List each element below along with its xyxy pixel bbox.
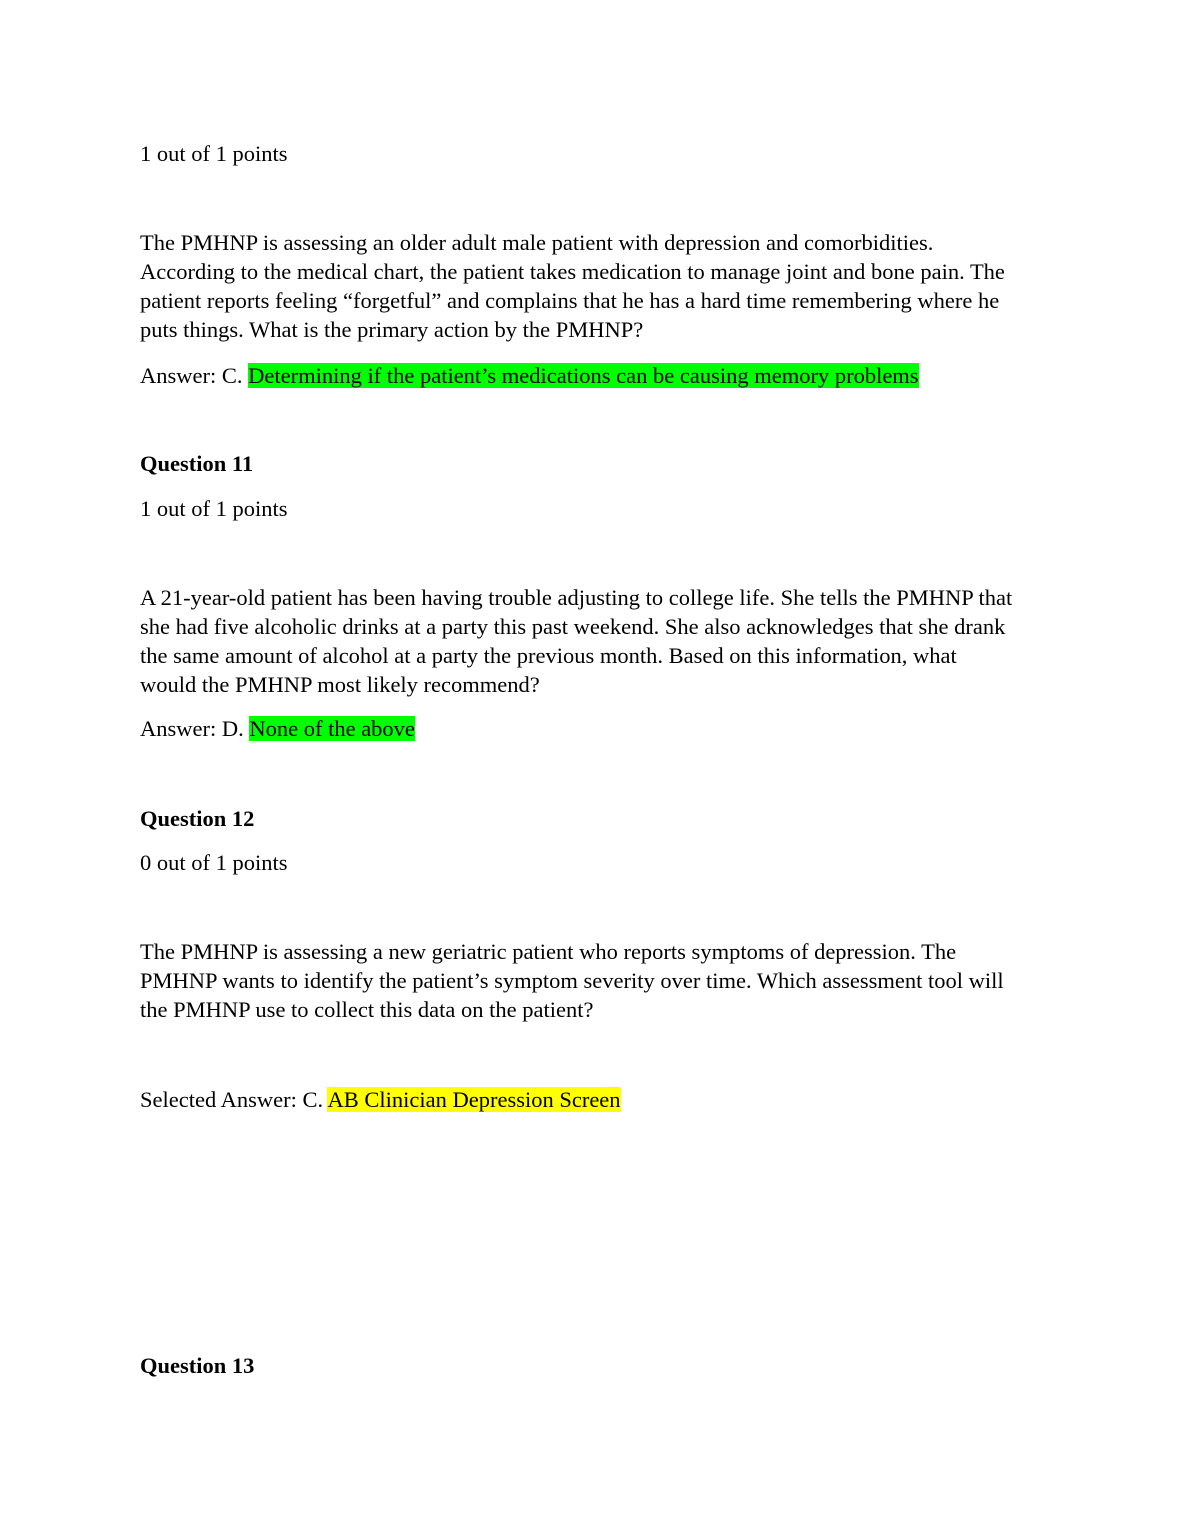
q12-points: 0 out of 1 points [140,850,288,875]
q11-answer [140,714,415,743]
q12-answer [140,1085,621,1114]
q10-stem-line: patient reports feeling “forgetful” and complains that he has a hard time remembering where he [140,288,1000,313]
q11-answer-prefix: Answer: D. [140,716,250,741]
q10-points: 1 out of 1 points [140,141,288,166]
q11-stem-line: she had five alcoholic drinks at a party this past weekend. She also acknowledges that she drank [140,614,1006,639]
q12-stem-line: The PMHNP is assessing a new geriatric patient who reports symptoms of depression. The [140,939,957,964]
q10-stem-line: puts things. What is the primary action by the PMHNP? [140,317,644,342]
q10-answer-highlight: Determining if the patient’s medications can be causing memory problems [248,363,919,388]
q11-stem-line: the same amount of alcohol at a party the previous month. Based on this information, what [140,643,957,668]
q11-stem-line: A 21-year-old patient has been having trouble adjusting to college life. She tells the PMHNP that [140,585,1013,610]
q12-answer-highlight: AB Clinician Depression Screen [327,1087,621,1112]
q11-stem-line: would the PMHNP most likely recommend? [140,672,540,697]
q13-title: Question 13 [140,1353,255,1378]
q11-stem [140,583,1012,699]
q10-answer-prefix: Answer: C. [140,363,249,388]
q12-stem-line: PMHNP wants to identify the patient’s symptom severity over time. Which assessment tool will [140,968,1004,993]
q11-title: Question 11 [140,451,254,476]
q12-answer-prefix: Selected Answer: C. [140,1087,328,1112]
q12-stem-line: the PMHNP use to collect this data on the patient? [140,997,594,1022]
q12-stem [140,937,1004,1024]
q10-stem-line: The PMHNP is assessing an older adult male patient with depression and comorbidities. [140,230,934,255]
q10-stem-line: According to the medical chart, the patient takes medication to manage joint and bone pain. The [140,259,1005,284]
q11-answer-highlight: None of the above [249,716,415,741]
q10-stem [140,228,1005,344]
q10-answer [140,361,919,390]
q11-points: 1 out of 1 points [140,496,288,521]
q12-title: Question 12 [140,806,255,831]
